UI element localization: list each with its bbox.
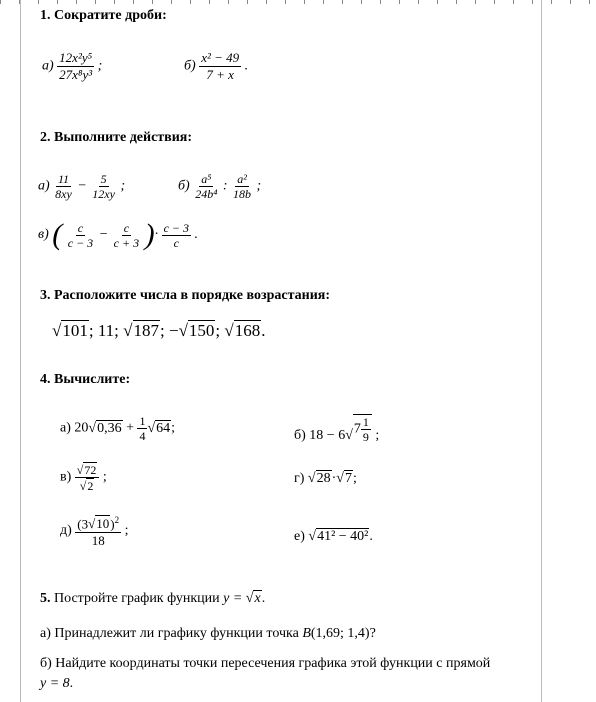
q5-b-line2: y = 8. bbox=[40, 676, 74, 691]
q4-f: е) √ 41² − 40² . bbox=[294, 529, 373, 544]
q1-b: б) $\frac{\text{x² − 49}}{7 + x}$ . bbox=[184, 50, 249, 82]
q2-c: в) ( $\frac{c}{c - 3}$ − $\frac{c}{c + 3}$ )· $\frac{c - 3}{c}$ . bbox=[38, 218, 199, 251]
q5-title: 5. Постройте график функции y = √ x . bbox=[40, 591, 266, 606]
q4-e: д) (3 √ 10 )$^2$ 18 ; bbox=[60, 512, 129, 549]
q5-a: а) Принадлежит ли графику функции точка B(1,69; 1,4)? bbox=[40, 626, 376, 641]
q2-b: б) $\frac{\text{a⁵}}{\text{24b⁴}}$ : $\frac{\text{a²}}{18b}$ ; bbox=[178, 172, 262, 201]
q4-b: б) 18 − 6 √ 7 $\frac{1}{9}$ ; bbox=[294, 415, 380, 444]
q4-title: 4. Вычислите: bbox=[40, 372, 131, 387]
q2-title: 2. Выполните действия: bbox=[40, 130, 193, 145]
q5-b: б) Найдите координаты точки пересечения графика этой функции с прямой bbox=[40, 656, 491, 671]
q1-a: а) $\frac{\text{12x²y⁵}}{\text{27x⁸y³}}$ ; bbox=[42, 50, 103, 82]
q3-numbers: √ 101 ; 11; √ 187 ; − √ 150 ; √ 168 . bbox=[52, 321, 266, 340]
q4-d: г) √ 28 · √ 7 ; bbox=[294, 471, 357, 486]
q3-title: 3. Расположите числа в порядке возрастания: bbox=[40, 288, 331, 303]
q2-a: а) $\frac{11}{8xy}$ − $\frac{5}{12xy}$ ; bbox=[38, 172, 126, 201]
q1-title: 1. Сократите дроби: bbox=[40, 8, 167, 23]
q4-c: в) √ 72 √ 2 ; bbox=[60, 463, 107, 493]
q4-a: а) 20 √ 0,36 + $\frac{1}{4}$ √ 64 ; bbox=[60, 414, 176, 443]
